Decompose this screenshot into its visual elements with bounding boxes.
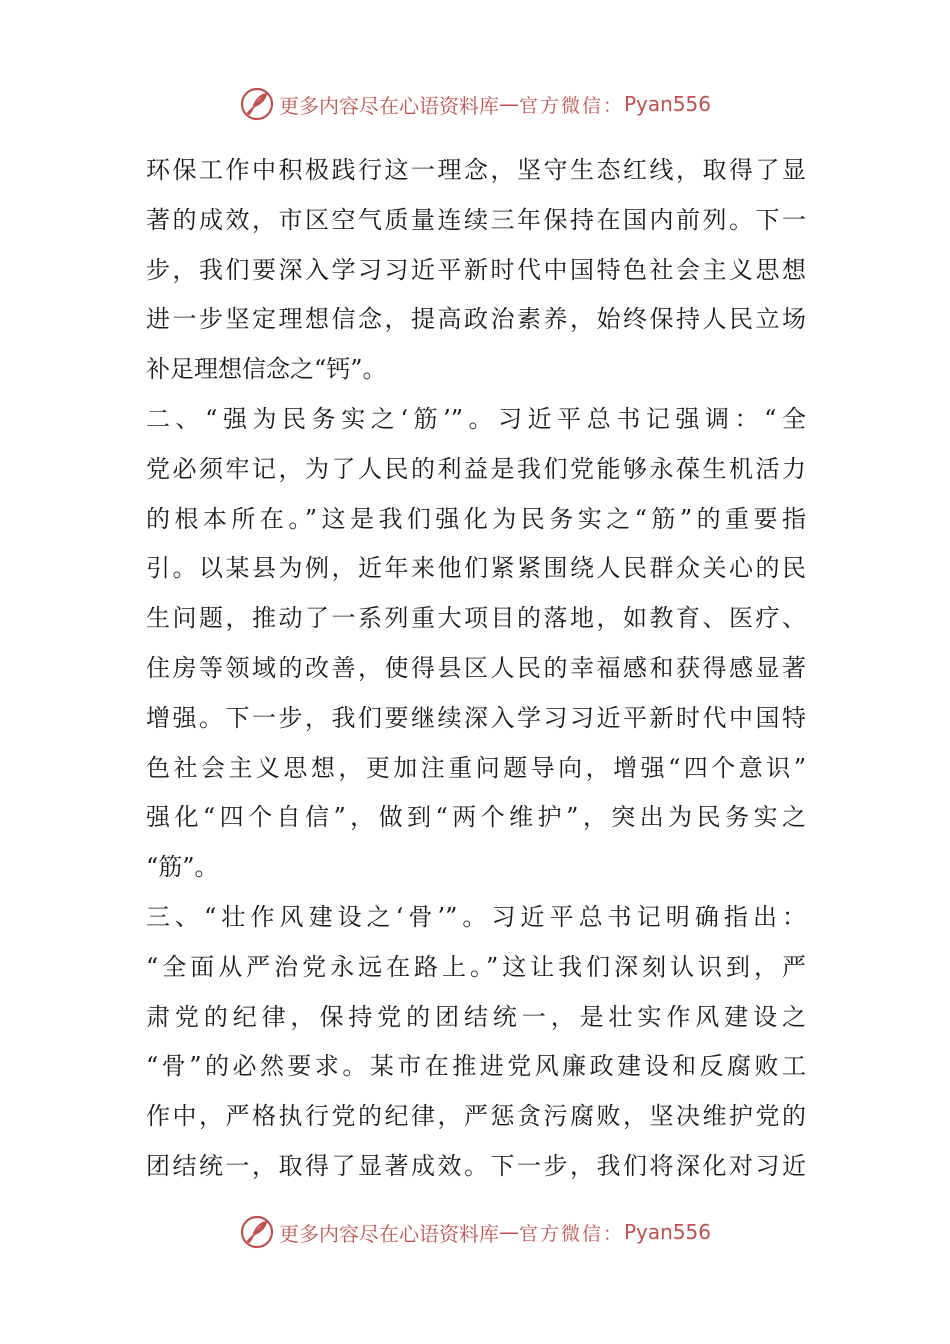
body-line: “骨”的必然要求。某市在推进党风廉政建设和反腐败工	[146, 1052, 806, 1081]
banner-brand-text: 更多内容尽在心语资料库	[278, 93, 499, 118]
body-line: “筋”。	[146, 853, 219, 882]
section-heading-line: 三、“壮作风建设之‘骨’”。习近平总书记明确指出：	[146, 902, 806, 931]
footer-watermark-banner	[0, 1210, 950, 1254]
banner-dash: —	[498, 1220, 519, 1244]
body-line: “全面从严治党永远在路上。”这让我们深刻认识到，严	[146, 952, 806, 981]
body-line: 进一步坚定理想信念，提高政治素养，始终保持人民立场	[146, 305, 806, 334]
banner-wechat-id: Pyan556	[624, 92, 712, 116]
banner-brand-text: 更多内容尽在心语资料库	[278, 1221, 499, 1246]
body-line: 环保工作中积极践行这一理念，坚守生态红线，取得了显	[146, 156, 806, 184]
section-heading-line: 二、“强为民务实之‘筋’”。习近平总书记强调：“全	[146, 404, 806, 433]
body-line: 著的成效，市区空气质量连续三年保持在国内前列。下一	[146, 205, 806, 234]
quill-pen-logo-icon	[239, 86, 275, 122]
body-line: 引。以某县为例，近年来他们紧紧围绕人民群众关心的民	[146, 554, 806, 583]
body-line: 作中，严格执行党的纪律，严惩贪污腐败，坚决维护党的	[146, 1102, 806, 1131]
body-line: 色社会主义思想，更加注重问题导向，增强“四个意识”	[146, 753, 806, 782]
banner-wechat-label: 官方微信：	[518, 94, 624, 117]
body-line: 增强。下一步，我们要继续深入学习习近平新时代中国特	[146, 703, 806, 732]
body-line: 党必须牢记，为了人民的利益是我们党能够永葆生机活力	[146, 454, 806, 483]
body-line: 强化“四个自信”，做到“两个维护”，突出为民务实之	[146, 803, 806, 832]
document-body	[146, 146, 806, 1192]
body-line: 补足理想信念之“钙”。	[146, 355, 387, 384]
body-line: 生问题，推动了一系列重大项目的落地，如教育、医疗、	[146, 604, 806, 633]
banner-wechat-id: Pyan556	[624, 1220, 712, 1244]
banner-dash: —	[498, 92, 519, 116]
body-line: 肃党的纪律，保持党的团结统一，是壮实作风建设之	[146, 1002, 806, 1031]
body-line: 团结统一，取得了显著成效。下一步，我们将深化对习近	[146, 1151, 806, 1180]
banner-wechat-label: 官方微信：	[518, 1222, 624, 1245]
quill-pen-logo-icon	[239, 1214, 275, 1250]
body-line: 的根本所在。”这是我们强化为民务实之“筋”的重要指	[146, 504, 806, 533]
body-line: 步，我们要深入学习习近平新时代中国特色社会主义思想	[146, 255, 806, 284]
header-watermark-banner	[0, 82, 950, 126]
body-line: 住房等领域的改善，使得县区人民的幸福感和获得感显著	[146, 653, 806, 682]
